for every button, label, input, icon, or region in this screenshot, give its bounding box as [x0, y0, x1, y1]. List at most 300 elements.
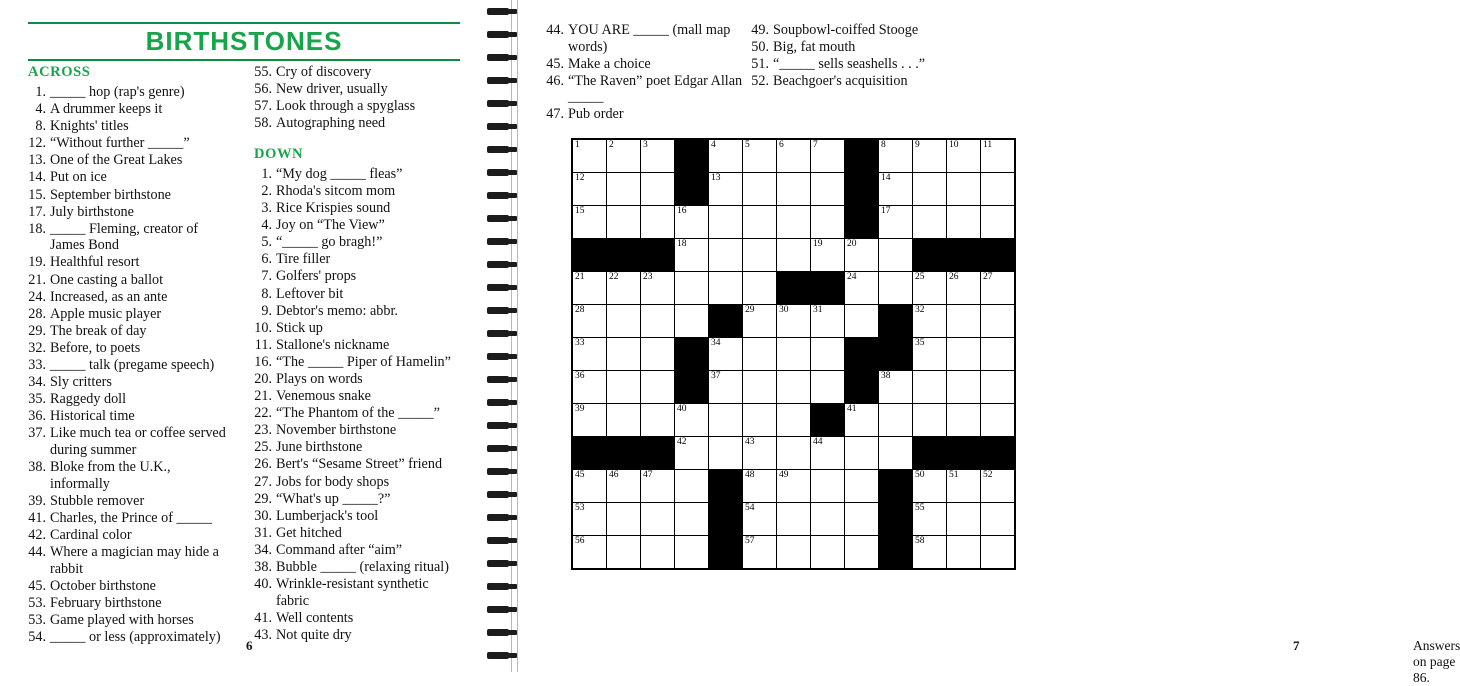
grid-cell[interactable]: [607, 272, 641, 305]
grid-cell-number: 56: [575, 536, 585, 546]
grid-cell[interactable]: [913, 536, 947, 570]
grid-cell[interactable]: [981, 503, 1016, 536]
grid-cell[interactable]: [641, 470, 675, 503]
clue-number: 21.: [254, 388, 272, 405]
grid-cell[interactable]: [572, 404, 607, 437]
grid-cell[interactable]: [743, 371, 777, 404]
clue-item: [254, 200, 459, 217]
grid-cell[interactable]: [675, 470, 709, 503]
grid-cell[interactable]: [879, 239, 913, 272]
clue-number: 19.: [28, 254, 46, 271]
grid-cell[interactable]: [777, 404, 811, 437]
grid-cell[interactable]: [947, 470, 981, 503]
spiral-ring: [487, 445, 509, 452]
spiral-ring: [487, 606, 509, 613]
clue-item: [28, 629, 233, 646]
grid-cell-number: 29: [745, 305, 755, 315]
grid-cell[interactable]: [913, 470, 947, 503]
clue-item: [254, 251, 459, 268]
clue-number: 34.: [254, 541, 272, 558]
grid-cell[interactable]: [913, 272, 947, 305]
grid-cell-block: [879, 503, 913, 536]
grid-cell[interactable]: [913, 503, 947, 536]
grid-cell[interactable]: [879, 139, 913, 173]
grid-cell[interactable]: [981, 272, 1016, 305]
grid-cell[interactable]: [743, 503, 777, 536]
grid-cell[interactable]: [913, 206, 947, 239]
grid-cell[interactable]: [709, 272, 743, 305]
grid-cell[interactable]: [947, 272, 981, 305]
clue-text: Leftover bit: [276, 285, 344, 302]
clue-number: 3.: [261, 200, 272, 217]
clue-text: “The Raven” poet Edgar Allan _____: [568, 72, 743, 106]
grid-cell[interactable]: [675, 206, 709, 239]
grid-cell[interactable]: [981, 206, 1016, 239]
clue-item: [751, 22, 961, 39]
grid-cell[interactable]: [947, 503, 981, 536]
grid-cell-block: [709, 503, 743, 536]
grid-cell[interactable]: [709, 139, 743, 173]
grid-cell[interactable]: [641, 173, 675, 206]
grid-cell[interactable]: [913, 338, 947, 371]
clue-number: 29.: [254, 490, 272, 507]
clue-text: Bloke from the U.K., informally: [50, 459, 171, 492]
grid-cell-number: 19: [813, 239, 823, 249]
grid-cell[interactable]: [947, 536, 981, 570]
grid-cell[interactable]: [913, 404, 947, 437]
grid-cell[interactable]: [811, 139, 845, 173]
clue-number: 35.: [28, 391, 46, 408]
down-heading: DOWN: [254, 145, 304, 162]
grid-cell-number: 22: [609, 272, 619, 282]
clue-text: Tire filler: [276, 251, 331, 268]
grid-cell[interactable]: [572, 173, 607, 206]
grid-cell[interactable]: [845, 404, 879, 437]
clue-text: One casting a ballot: [50, 271, 164, 288]
clue-number: 23.: [254, 422, 272, 439]
grid-cell[interactable]: [675, 272, 709, 305]
grid-cell-number: 11: [983, 140, 993, 150]
clue-item: [254, 217, 459, 234]
spiral-ring: [487, 8, 509, 15]
grid-cell[interactable]: [777, 503, 811, 536]
clue-text: Charles, the Prince of _____: [50, 509, 212, 526]
clue-number: 8.: [35, 118, 46, 135]
clue-number: 53.: [28, 611, 46, 628]
clue-item: [254, 81, 459, 98]
grid-cell[interactable]: [811, 437, 845, 470]
clue-text: Bert's “Sesame Street” friend: [276, 456, 443, 473]
clue-number: 37.: [28, 425, 46, 442]
clue-number: 28.: [28, 305, 46, 322]
grid-cell-number: 40: [677, 404, 687, 414]
clue-list-continued-2: [751, 22, 961, 90]
grid-cell[interactable]: [879, 272, 913, 305]
grid-cell[interactable]: [743, 536, 777, 570]
grid-cell[interactable]: [913, 371, 947, 404]
grid-cell-number: 51: [949, 470, 959, 480]
grid-cell[interactable]: [709, 437, 743, 470]
grid-cell[interactable]: [641, 404, 675, 437]
clue-item: [28, 135, 233, 152]
clue-number: 1.: [261, 165, 272, 182]
spiral-binding: [487, 0, 523, 672]
clue-item: [254, 542, 459, 559]
left-page: [0, 0, 487, 672]
clue-text: “What's up _____?”: [276, 490, 391, 507]
clue-number: 7.: [261, 268, 272, 285]
grid-cell[interactable]: [709, 338, 743, 371]
grid-cell[interactable]: [845, 503, 879, 536]
grid-cell[interactable]: [572, 305, 607, 338]
grid-cell[interactable]: [811, 503, 845, 536]
grid-cell[interactable]: [572, 503, 607, 536]
clue-number: 57.: [254, 98, 272, 115]
grid-cell[interactable]: [981, 470, 1016, 503]
grid-row: [572, 536, 1015, 570]
grid-cell[interactable]: [845, 239, 879, 272]
clue-item: [254, 320, 459, 337]
clue-column-right: [254, 64, 459, 644]
grid-cell-number: 55: [915, 503, 925, 513]
clue-number: 50.: [751, 39, 769, 56]
grid-cell[interactable]: [777, 173, 811, 206]
right-clue-column-2: [751, 22, 961, 90]
grid-row: [572, 206, 1015, 239]
grid-cell[interactable]: [981, 139, 1016, 173]
grid-cell[interactable]: [845, 305, 879, 338]
clue-number: 39.: [28, 492, 46, 509]
grid-cell[interactable]: [777, 305, 811, 338]
clue-text: Healthful resort: [50, 254, 140, 271]
grid-cell-block: [879, 470, 913, 503]
grid-cell[interactable]: [811, 239, 845, 272]
grid-cell-number: 7: [813, 140, 818, 150]
grid-cell[interactable]: [641, 371, 675, 404]
clue-item: [28, 101, 233, 118]
clue-number: 20.: [254, 371, 272, 387]
clue-text: September birthstone: [50, 186, 171, 203]
clue-text: Plays on words: [276, 371, 363, 387]
clue-item: [28, 493, 233, 510]
grid-cell-number: 49: [779, 470, 789, 480]
grid-cell[interactable]: [607, 503, 641, 536]
grid-cell-number: 18: [677, 239, 687, 249]
spiral-ring: [487, 514, 509, 521]
grid-cell-number: 36: [575, 371, 585, 381]
clue-number: 49.: [751, 22, 769, 38]
grid-cell-block: [879, 536, 913, 570]
grid-cell[interactable]: [947, 206, 981, 239]
clue-text: July birthstone: [50, 203, 134, 220]
spiral-ring: [487, 307, 509, 314]
clue-text: Not quite dry: [276, 626, 352, 643]
grid-cell-number: 34: [711, 338, 721, 348]
clue-item: [28, 289, 233, 306]
grid-cell[interactable]: [572, 536, 607, 570]
grid-cell[interactable]: [879, 173, 913, 206]
grid-cell-block: [913, 239, 947, 272]
grid-cell[interactable]: [675, 536, 709, 570]
grid-cell-block: [845, 338, 879, 371]
clue-text: “The Phantom of the _____”: [276, 405, 440, 422]
grid-cell[interactable]: [845, 470, 879, 503]
grid-cell[interactable]: [845, 272, 879, 305]
spiral-ring: [487, 583, 509, 590]
grid-cell-number: 6: [779, 140, 784, 150]
grid-cell-number: 53: [575, 503, 585, 513]
answers-note: Answers on page 86.: [1413, 638, 1460, 685]
clue-text: Like much tea or coffee served during summer: [50, 425, 226, 458]
crossword-grid[interactable]: [571, 138, 1016, 570]
clue-text: YOU ARE _____ (mall map words): [568, 22, 731, 55]
grid-cell[interactable]: [777, 437, 811, 470]
grid-cell[interactable]: [981, 404, 1016, 437]
clue-item: [254, 388, 459, 405]
grid-cell[interactable]: [641, 305, 675, 338]
grid-cell[interactable]: [641, 536, 675, 570]
grid-cell[interactable]: [607, 206, 641, 239]
grid-cell-block: [607, 239, 641, 272]
grid-cell[interactable]: [572, 470, 607, 503]
grid-cell[interactable]: [811, 338, 845, 371]
grid-row: [572, 139, 1015, 173]
grid-cell[interactable]: [811, 371, 845, 404]
grid-cell[interactable]: [607, 173, 641, 206]
grid-cell[interactable]: [981, 305, 1016, 338]
grid-cell[interactable]: [777, 536, 811, 570]
grid-cell[interactable]: [879, 206, 913, 239]
clue-text: “_____ sells seashells . . .”: [773, 56, 926, 73]
clue-number: 34.: [28, 374, 46, 391]
grid-cell[interactable]: [777, 371, 811, 404]
grid-cell[interactable]: [981, 338, 1016, 371]
grid-cell[interactable]: [641, 338, 675, 371]
clue-text: Look through a spyglass: [276, 98, 416, 115]
grid-cell-number: 1: [575, 140, 580, 150]
grid-cell-number: 9: [915, 140, 920, 150]
grid-cell[interactable]: [675, 503, 709, 536]
clue-item: [254, 183, 459, 200]
clue-item: [28, 272, 233, 289]
grid-cell[interactable]: [879, 371, 913, 404]
grid-cell[interactable]: [709, 371, 743, 404]
grid-cell[interactable]: [607, 404, 641, 437]
clue-number: 4.: [35, 101, 46, 118]
clue-text: Debtor's memo: abbr.: [276, 302, 398, 319]
grid-cell[interactable]: [641, 139, 675, 173]
grid-cell[interactable]: [879, 437, 913, 470]
clue-text: Before, to poets: [50, 339, 141, 356]
clue-text: Cry of discovery: [276, 64, 372, 80]
clue-item: [28, 84, 233, 101]
grid-cell[interactable]: [811, 536, 845, 570]
grid-cell[interactable]: [777, 338, 811, 371]
spiral-ring: [487, 123, 509, 130]
grid-cell[interactable]: [777, 239, 811, 272]
clue-text: _____ hop (rap's genre): [50, 84, 185, 100]
grid-cell[interactable]: [743, 470, 777, 503]
grid-cell-number: 54: [745, 503, 755, 513]
clue-number: 58.: [254, 115, 272, 132]
grid-cell[interactable]: [743, 173, 777, 206]
grid-cell[interactable]: [777, 470, 811, 503]
grid-cell[interactable]: [675, 239, 709, 272]
grid-cell[interactable]: [572, 206, 607, 239]
crossword-grid-table[interactable]: [571, 138, 1016, 570]
clue-text: Jobs for body shops: [276, 473, 390, 490]
grid-cell[interactable]: [947, 305, 981, 338]
clue-number: 44.: [28, 544, 46, 561]
clue-list-continued-1: [546, 22, 746, 123]
grid-cell[interactable]: [811, 470, 845, 503]
grid-cell[interactable]: [641, 503, 675, 536]
clue-item: [254, 559, 459, 576]
grid-cell[interactable]: [675, 305, 709, 338]
spiral-ring: [487, 31, 509, 38]
clue-number: 11.: [254, 336, 272, 353]
clue-number: 40.: [254, 576, 272, 593]
grid-cell[interactable]: [845, 536, 879, 570]
grid-cell-block: [675, 139, 709, 173]
grid-cell[interactable]: [572, 371, 607, 404]
grid-cell[interactable]: [913, 139, 947, 173]
grid-cell[interactable]: [845, 437, 879, 470]
grid-cell-block: [947, 239, 981, 272]
clue-item: [28, 578, 233, 595]
clue-item: [254, 64, 459, 81]
clue-item: [254, 166, 459, 183]
clue-number: 16.: [254, 353, 272, 370]
clue-number: 15.: [28, 186, 46, 203]
grid-cell[interactable]: [743, 404, 777, 437]
grid-cell[interactable]: [777, 206, 811, 239]
grid-cell[interactable]: [607, 371, 641, 404]
clue-text: Cardinal color: [50, 526, 132, 543]
grid-cell[interactable]: [709, 206, 743, 239]
grid-cell[interactable]: [981, 371, 1016, 404]
clue-text: Stallone's nickname: [276, 336, 390, 353]
clue-text: Venemous snake: [276, 388, 371, 405]
clue-item: [254, 474, 459, 491]
grid-cell[interactable]: [947, 139, 981, 173]
clue-item: [254, 627, 459, 644]
grid-cell[interactable]: [572, 338, 607, 371]
clue-number: 53.: [28, 594, 46, 611]
grid-cell[interactable]: [607, 338, 641, 371]
grid-cell-number: 46: [609, 470, 619, 480]
grid-cell-block: [879, 305, 913, 338]
grid-cell[interactable]: [947, 338, 981, 371]
grid-cell[interactable]: [675, 437, 709, 470]
clue-text: Beachgoer's acquisition: [773, 73, 908, 90]
clue-item: [28, 323, 233, 340]
spiral-ring: [487, 629, 509, 636]
grid-cell[interactable]: [879, 404, 913, 437]
grid-cell[interactable]: [743, 338, 777, 371]
grid-cell[interactable]: [607, 305, 641, 338]
grid-cell[interactable]: [811, 305, 845, 338]
grid-cell-number: 52: [983, 470, 993, 480]
clue-item: [254, 115, 459, 132]
grid-cell[interactable]: [811, 206, 845, 239]
clue-text: Command after “aim”: [276, 541, 403, 558]
grid-row: [572, 437, 1015, 470]
grid-cell-number: 23: [643, 272, 653, 282]
grid-cell[interactable]: [947, 173, 981, 206]
grid-cell[interactable]: [709, 173, 743, 206]
grid-cell[interactable]: [743, 239, 777, 272]
grid-cell[interactable]: [743, 437, 777, 470]
grid-row: [572, 503, 1015, 536]
grid-cell[interactable]: [709, 239, 743, 272]
grid-cell[interactable]: [811, 173, 845, 206]
spiral-ring: [487, 169, 509, 176]
grid-row: [572, 305, 1015, 338]
grid-cell[interactable]: [981, 173, 1016, 206]
grid-cell[interactable]: [641, 272, 675, 305]
clue-item: [254, 98, 459, 115]
clue-item: [28, 306, 233, 323]
grid-cell[interactable]: [981, 536, 1016, 570]
clue-text: Golfers' props: [276, 268, 357, 285]
grid-cell[interactable]: [607, 536, 641, 570]
clue-number: 38.: [254, 559, 272, 576]
grid-cell[interactable]: [607, 139, 641, 173]
grid-cell[interactable]: [709, 404, 743, 437]
grid-cell[interactable]: [641, 206, 675, 239]
grid-cell[interactable]: [675, 404, 709, 437]
right-clue-column-1: [546, 22, 746, 124]
across-heading: ACROSS: [28, 64, 91, 80]
grid-cell[interactable]: [913, 305, 947, 338]
clue-item: [28, 612, 233, 629]
clue-item: [28, 544, 233, 577]
grid-cell[interactable]: [572, 272, 607, 305]
grid-cell[interactable]: [913, 173, 947, 206]
grid-cell-block: [879, 338, 913, 371]
clue-text: Make a choice: [568, 55, 651, 72]
grid-cell[interactable]: [607, 470, 641, 503]
grid-cell[interactable]: [743, 305, 777, 338]
grid-cell-block: [572, 239, 607, 272]
grid-cell[interactable]: [743, 139, 777, 173]
clue-number: 6.: [261, 251, 272, 268]
clue-item: [254, 371, 459, 388]
clue-text: “The _____ Piper of Hamelin”: [276, 353, 451, 370]
grid-cell[interactable]: [777, 139, 811, 173]
clue-item: [254, 234, 459, 251]
clue-text: Joy on “The View”: [276, 217, 385, 234]
grid-cell-block: [845, 371, 879, 404]
clue-text: February birthstone: [50, 594, 162, 611]
grid-cell-number: 30: [779, 305, 789, 315]
grid-cell[interactable]: [947, 404, 981, 437]
clue-item: [28, 152, 233, 169]
clue-text: Stick up: [276, 319, 323, 336]
grid-cell[interactable]: [947, 371, 981, 404]
grid-cell[interactable]: [572, 139, 607, 173]
clue-number: 21.: [28, 271, 46, 288]
grid-cell-number: 27: [983, 272, 993, 282]
grid-cell-number: 58: [915, 536, 925, 546]
grid-cell[interactable]: [743, 272, 777, 305]
grid-cell[interactable]: [743, 206, 777, 239]
grid-row: [572, 173, 1015, 206]
clue-item: [28, 221, 233, 254]
grid-cell-number: 33: [575, 338, 585, 348]
clue-item: [254, 337, 459, 354]
